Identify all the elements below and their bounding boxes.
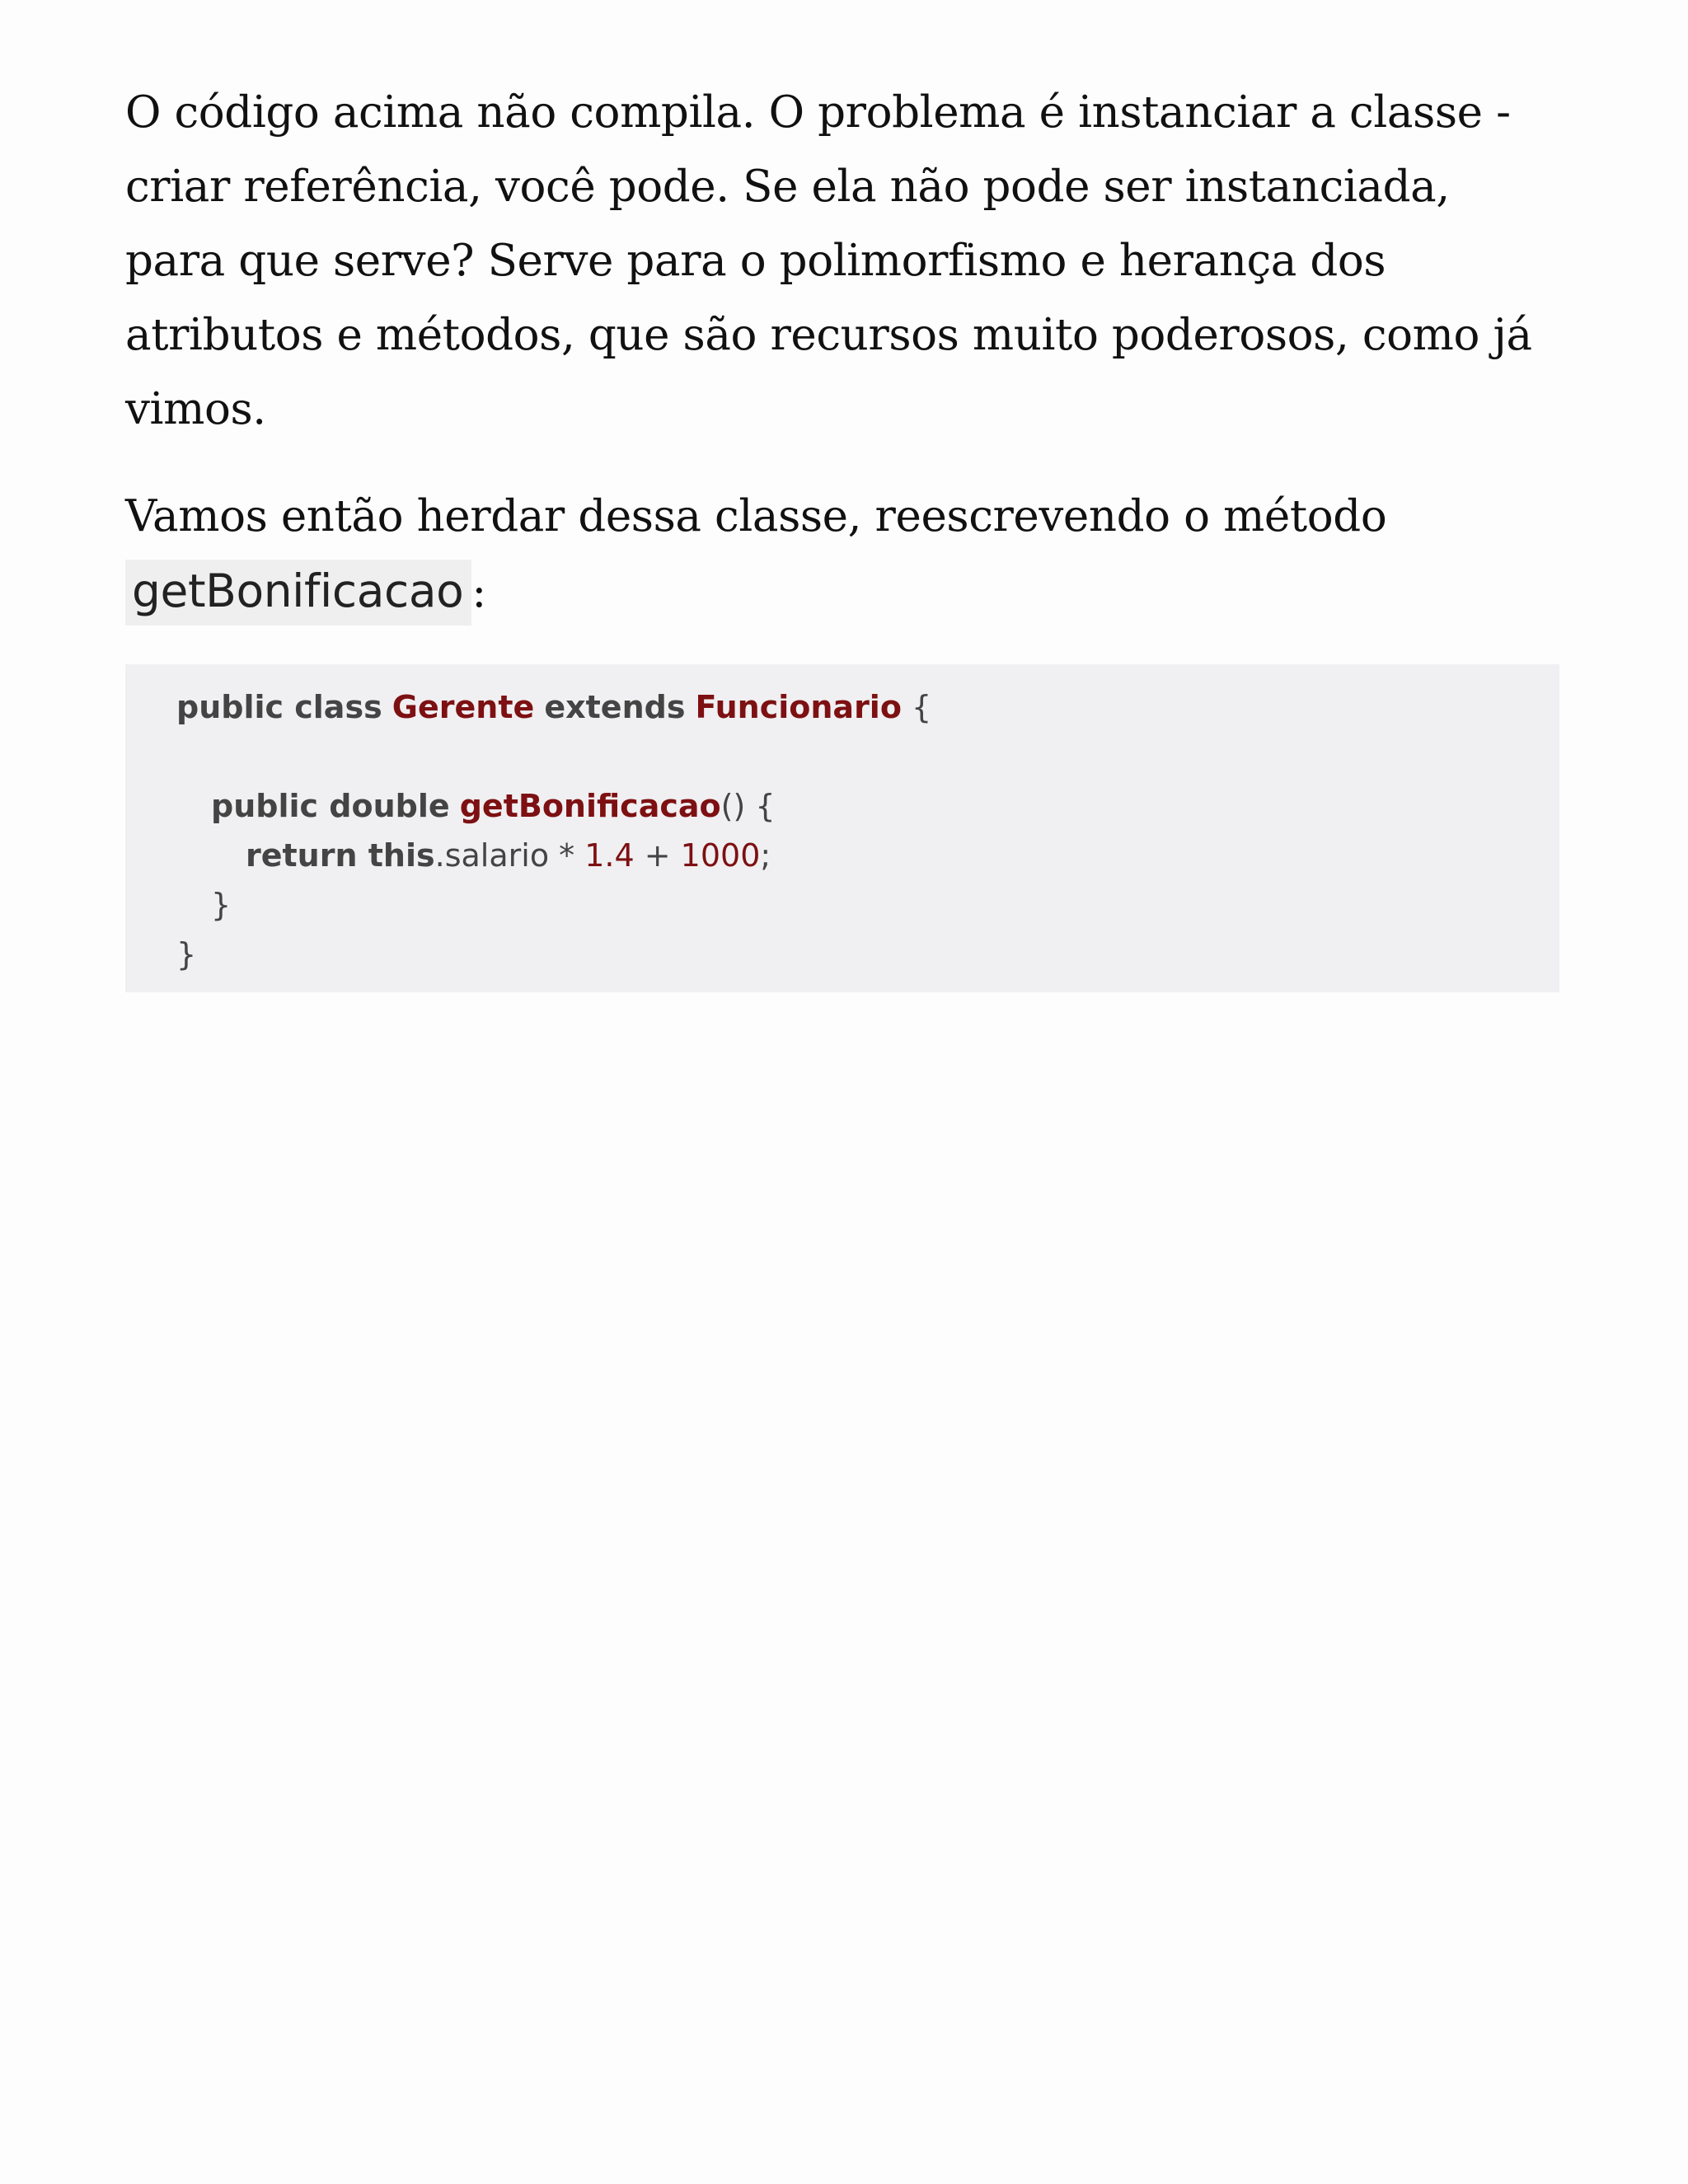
paragraph-suffix: :: [471, 567, 486, 617]
paragraph-abstract-class-explanation: O código acima não compila. O problema é instanciar a classe - criar referência, você pode. Se ela não pode ser instanciada, para que serve? Serve para o polimorfismo e herança dos atributos e métodos, que são recursos muito poderosos, como já vimos.: [125, 87, 1532, 434]
method-name: getBonificacao: [459, 788, 721, 824]
brace-close-method: }: [211, 887, 232, 923]
code-line-method-signature: [176, 781, 1559, 831]
semicolon: ;: [760, 837, 771, 874]
class-name: Gerente: [392, 689, 535, 725]
field-salario: .salario *: [434, 837, 585, 874]
code-line-return-statement: [176, 831, 1559, 880]
inline-code-method-name: getBonificacao: [125, 560, 471, 626]
article-content: [125, 76, 1559, 992]
brace-close-class: }: [176, 936, 197, 972]
paragraph-inherit-intro: [125, 480, 1559, 630]
keyword-public-class: public class: [176, 689, 382, 725]
method-parens-brace: () {: [720, 788, 776, 824]
keyword-public-double: public double: [211, 788, 450, 824]
code-line-class-close: [176, 930, 1559, 979]
brace-open: {: [912, 689, 932, 725]
code-line-method-close: [176, 880, 1559, 930]
code-line-blank: [176, 732, 1559, 781]
number-multiplier: 1.4: [584, 837, 635, 874]
code-line-class-declaration: [176, 682, 1559, 732]
paragraph-inherit-text: Vamos então herdar dessa classe, reescrevendo o método: [125, 491, 1387, 541]
number-bonus: 1000: [680, 837, 761, 874]
keyword-return-this: return this: [246, 837, 435, 874]
parent-class-name: Funcionario: [695, 689, 902, 725]
operator-plus: +: [634, 837, 681, 874]
code-block: [125, 664, 1559, 992]
keyword-extends: extends: [544, 689, 686, 725]
